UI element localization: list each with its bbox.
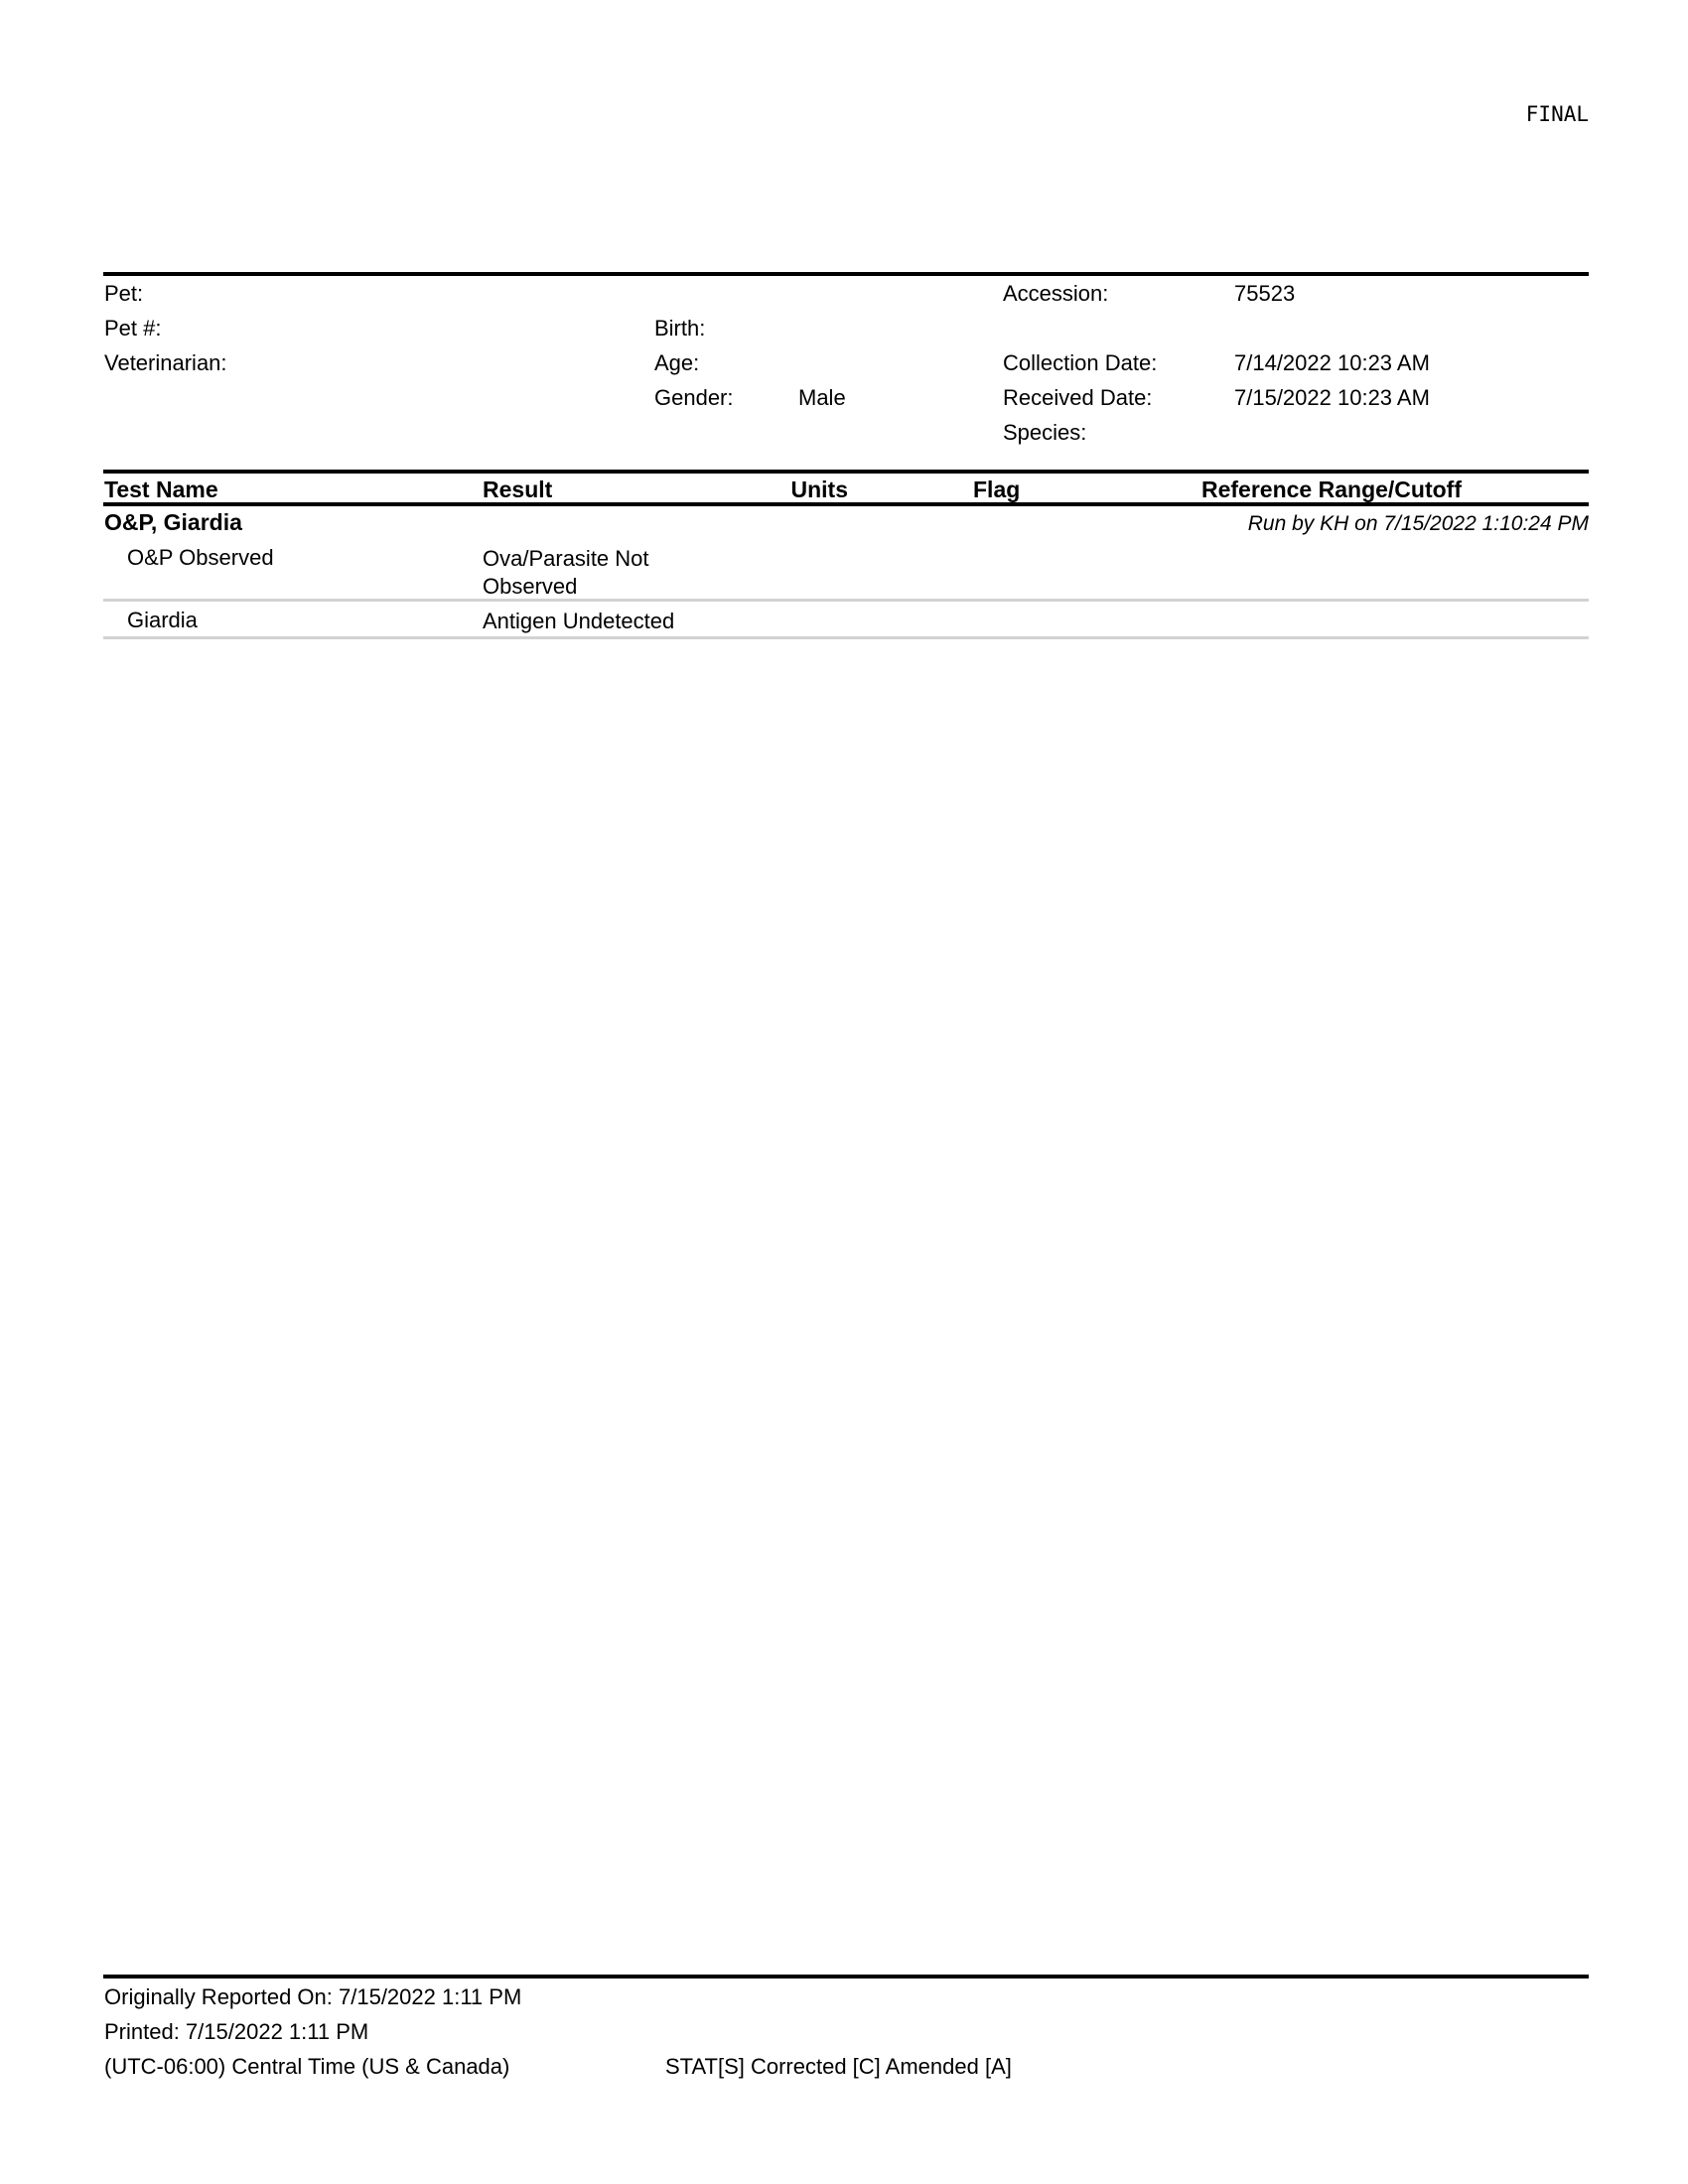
originally-reported-line: Originally Reported On: 7/15/2022 1:11 PM — [104, 1984, 522, 2009]
result-cell: Antigen Undetected — [483, 609, 675, 633]
gender-label: Gender: — [654, 385, 734, 410]
row-divider — [103, 636, 1589, 639]
accession-label: Accession: — [1003, 281, 1109, 306]
divider-footer — [103, 1975, 1589, 1979]
flag-legend-line: STAT[S] Corrected [C] Amended [A] — [665, 2054, 1012, 2079]
test-name-cell: O&P Observed — [127, 545, 274, 570]
collection-date-label: Collection Date: — [1003, 350, 1158, 375]
gender-value: Male — [798, 385, 846, 410]
collection-date-value: 7/14/2022 10:23 AM — [1234, 350, 1430, 375]
species-label: Species: — [1003, 420, 1087, 445]
test-name-cell: Giardia — [127, 608, 198, 632]
column-header-reference: Reference Range/Cutoff — [1201, 477, 1462, 502]
divider-table-header — [103, 502, 1589, 506]
accession-value: 75523 — [1234, 281, 1296, 306]
report-status-stamp: FINAL — [1525, 102, 1589, 126]
run-by-note: Run by KH on 7/15/2022 1:10:24 PM — [1247, 512, 1589, 535]
pet-label: Pet: — [104, 281, 144, 306]
veterinarian-label: Veterinarian: — [104, 350, 227, 375]
divider-top — [103, 272, 1589, 276]
age-label: Age: — [654, 350, 700, 375]
received-date-label: Received Date: — [1003, 385, 1153, 410]
column-header-units: Units — [790, 477, 848, 502]
row-divider — [103, 599, 1589, 602]
pet-number-label: Pet #: — [104, 316, 162, 341]
column-header-test-name: Test Name — [104, 477, 218, 502]
column-header-result: Result — [483, 477, 553, 502]
result-cell: Ova/Parasite Not Observed — [483, 546, 649, 599]
timezone-line: (UTC-06:00) Central Time (US & Canada) — [104, 2054, 510, 2079]
birth-label: Birth: — [654, 316, 706, 341]
received-date-value: 7/15/2022 10:23 AM — [1234, 385, 1430, 410]
column-header-flag: Flag — [973, 477, 1021, 502]
printed-line: Printed: 7/15/2022 1:11 PM — [104, 2019, 369, 2044]
divider-table-top — [103, 470, 1589, 474]
panel-name: O&P, Giardia — [104, 509, 242, 535]
